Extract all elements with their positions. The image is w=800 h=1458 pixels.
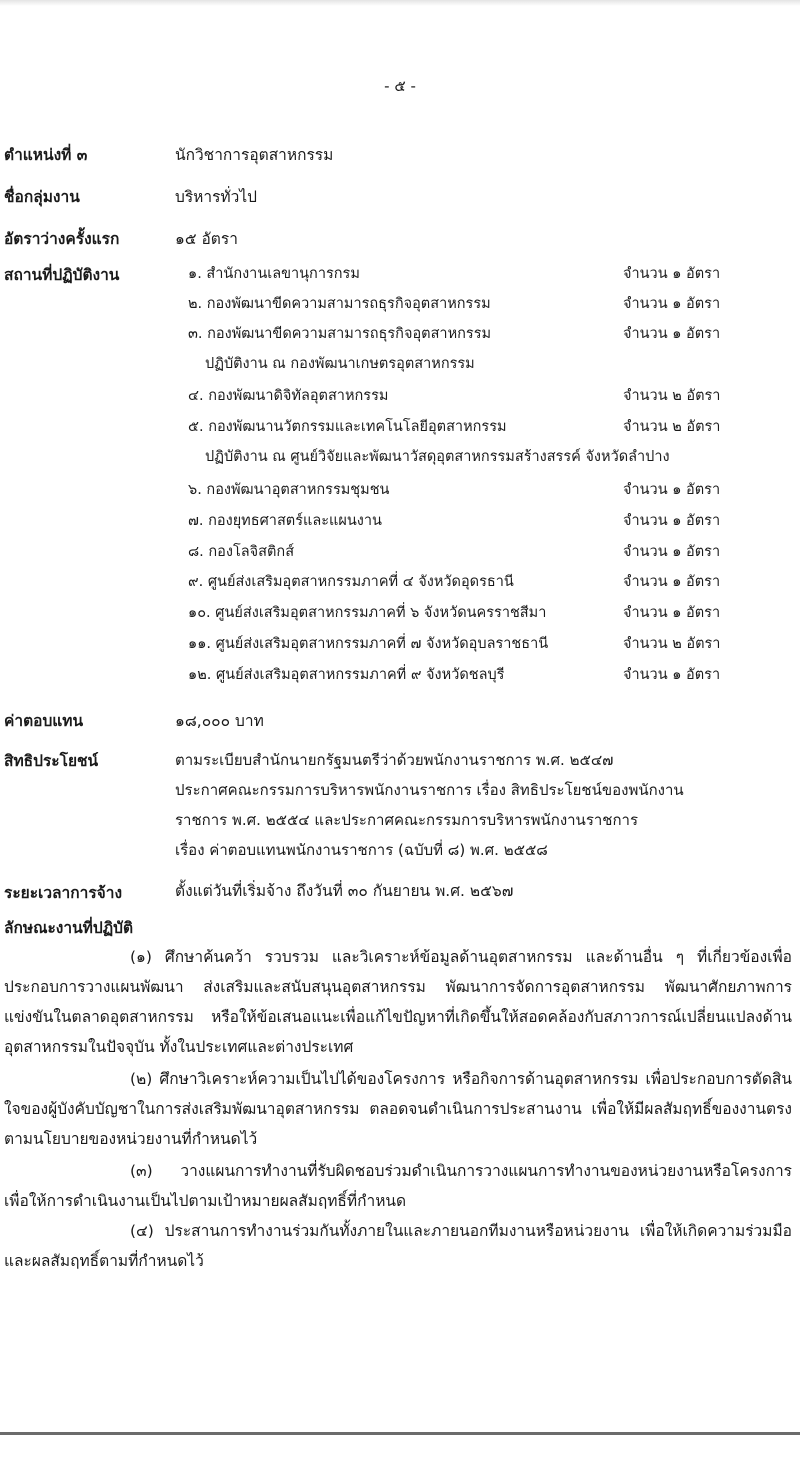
site-note: ปฏิบัติงาน ณ ศูนย์วิจัยและพัฒนาวัสดุอุตสาหกรรมสร้างสรรค์ จังหวัดลำปาง xyxy=(205,449,670,465)
site-count: จำนวน ๑ อัตรา xyxy=(623,326,721,342)
duties-heading: ลักษณะงานที่ปฏิบัติ xyxy=(4,919,134,937)
position-label: ตำแหน่งที่ ๓ xyxy=(4,146,88,164)
position-value: นักวิชาการอุตสาหกรรม xyxy=(175,146,334,164)
site-count: จำนวน ๒ อัตรา xyxy=(623,636,721,652)
site-name: ๑๐. ศูนย์ส่งเสริมอุตสาหกรรมภาคที่ ๖ จังหวัดนครราชสีมา xyxy=(188,605,547,621)
benefits-line: ประกาศคณะกรรมการบริหารพนักงานราชการ เรื่อง สิทธิประโยชน์ของพนักงาน xyxy=(175,781,684,799)
scan-edge xyxy=(0,0,800,6)
benefits-line: ตามระเบียบสำนักนายกรัฐมนตรีว่าด้วยพนักงานราชการ พ.ศ. ๒๕๔๗ xyxy=(175,751,614,769)
vacancies-label: อัตราว่างครั้งแรก xyxy=(4,230,120,248)
site-note: ปฏิบัติงาน ณ กองพัฒนาเกษตรอุตสาหกรรม xyxy=(205,356,475,372)
site-name: ๙. ศูนย์ส่งเสริมอุตสาหกรรมภาคที่ ๔ จังหวัดอุดรธานี xyxy=(188,574,514,590)
benefits-label: สิทธิประโยชน์ xyxy=(4,752,99,770)
site-count: จำนวน ๑ อัตรา xyxy=(623,667,721,683)
site-name: ๗. กองยุทธศาสตร์และแผนงาน xyxy=(188,513,382,529)
page-number: - ๕ - xyxy=(384,77,416,95)
employment-period-label: ระยะเวลาการจ้าง xyxy=(4,884,123,902)
salary-value: ๑๘,๐๐๐ บาท xyxy=(175,712,264,730)
duty-paragraph: (๔) ประสานการทำงานร่วมกันทั้งภายในและภายนอกทีมงานหรือหน่วยงาน เพื่อให้เกิดความร่วมมือและผลสัมฤทธิ์ตามที่กำหนดไว้ xyxy=(4,1222,792,1270)
site-name: ๒. กองพัฒนาขีดความสามารถธุรกิจอุตสาหกรรม xyxy=(188,296,491,312)
employment-period-value: ตั้งแต่วันที่เริ่มจ้าง ถึงวันที่ ๓๐ กันยายน พ.ศ. ๒๕๖๗ xyxy=(175,882,514,900)
site-name: ๕. กองพัฒนานวัตกรรมและเทคโนโลยีอุตสาหกรรม xyxy=(188,419,507,435)
site-name: ๑๒. ศูนย์ส่งเสริมอุตสาหกรรมภาคที่ ๙ จังหวัดชลบุรี xyxy=(188,667,505,683)
site-count: จำนวน ๑ อัตรา xyxy=(623,574,721,590)
site-count: จำนวน ๒ อัตรา xyxy=(623,388,721,404)
benefits-line: เรื่อง ค่าตอบแทนพนักงานราชการ (ฉบับที่ ๘) พ.ศ. ๒๕๕๘ xyxy=(175,841,548,859)
work-location-label: สถานที่ปฏิบัติงาน xyxy=(4,266,120,284)
site-name: ๘. กองโลจิสติกส์ xyxy=(188,544,295,560)
salary-label: ค่าตอบแทน xyxy=(4,712,84,730)
site-name: ๑๑. ศูนย์ส่งเสริมอุตสาหกรรมภาคที่ ๗ จังหวัดอุบลราชธานี xyxy=(188,636,549,652)
site-name: ๔. กองพัฒนาดิจิทัลอุตสาหกรรม xyxy=(188,388,389,404)
site-count: จำนวน ๑ อัตรา xyxy=(623,513,721,529)
site-count: จำนวน ๑ อัตรา xyxy=(623,482,721,498)
duty-paragraph: (๒) ศึกษาวิเคราะห์ความเป็นไปได้ของโครงการ หรือกิจการด้านอุตสาหกรรม เพื่อประกอบการตัดสินใจของผู้บังคับบัญชาในการส่งเสริมพัฒนาอุตสาหกรรม ตลอดจนดำเนินการประสานงาน เพื่อให้มีผลสัมฤทธิ์ของงานตรงตามนโยบายของหน่วยงานที่กำหนดไว้ xyxy=(4,1070,792,1148)
duty-paragraph: (๓) วางแผนการทำงานที่รับผิดชอบร่วมดำเนินการวางแผนการทำงานของหน่วยงานหรือโครงการ เพื่อให้การดำเนินงานเป็นไปตามเป้าหมายผลสัมฤทธิ์ที่กำหนด xyxy=(4,1162,792,1210)
site-name: ๑. สำนักงานเลขานุการกรม xyxy=(188,266,360,282)
site-count: จำนวน ๑ อัตรา xyxy=(623,266,721,282)
benefits-line: ราชการ พ.ศ. ๒๕๕๔ และประกาศคณะกรรมการบริหารพนักงานราชการ xyxy=(175,811,639,829)
vacancies-value: ๑๕ อัตรา xyxy=(175,230,238,248)
site-count: จำนวน ๑ อัตรา xyxy=(623,544,721,560)
site-name: ๓. กองพัฒนาขีดความสามารถธุรกิจอุตสาหกรรม xyxy=(188,326,492,342)
bottom-divider xyxy=(0,1432,800,1435)
site-count: จำนวน ๒ อัตรา xyxy=(623,419,721,435)
job-group-value: บริหารทั่วไป xyxy=(175,188,257,206)
duty-paragraph: (๑) ศึกษาค้นคว้า รวบรวม และวิเคราะห์ข้อมูลด้านอุตสาหกรรม และด้านอื่น ๆ ที่เกี่ยวข้องเพื่อประกอบการวางแผนพัฒนา ส่งเสริมและสนับสนุนอุตสาหกรรม พัฒนาการจัดการอุตสาหกรรม พัฒนาศักยภาพการแข่งขันในตลาดอุตสาหกรรม หรือให้ข้อเสนอแนะเพื่อแก้ไขปัญหาที่เกิดขึ้นให้สอดคล้องกับสภาวการณ์เปลี่ยนแปลงด้านอุตสาหกรรมในปัจจุบัน ทั้งในประเทศและต่างประเทศ xyxy=(4,948,792,1056)
job-group-label: ชื่อกลุ่มงาน xyxy=(4,188,80,206)
site-count: จำนวน ๑ อัตรา xyxy=(623,296,721,312)
site-name: ๖. กองพัฒนาอุตสาหกรรมชุมชน xyxy=(188,482,390,498)
site-count: จำนวน ๑ อัตรา xyxy=(623,605,721,621)
